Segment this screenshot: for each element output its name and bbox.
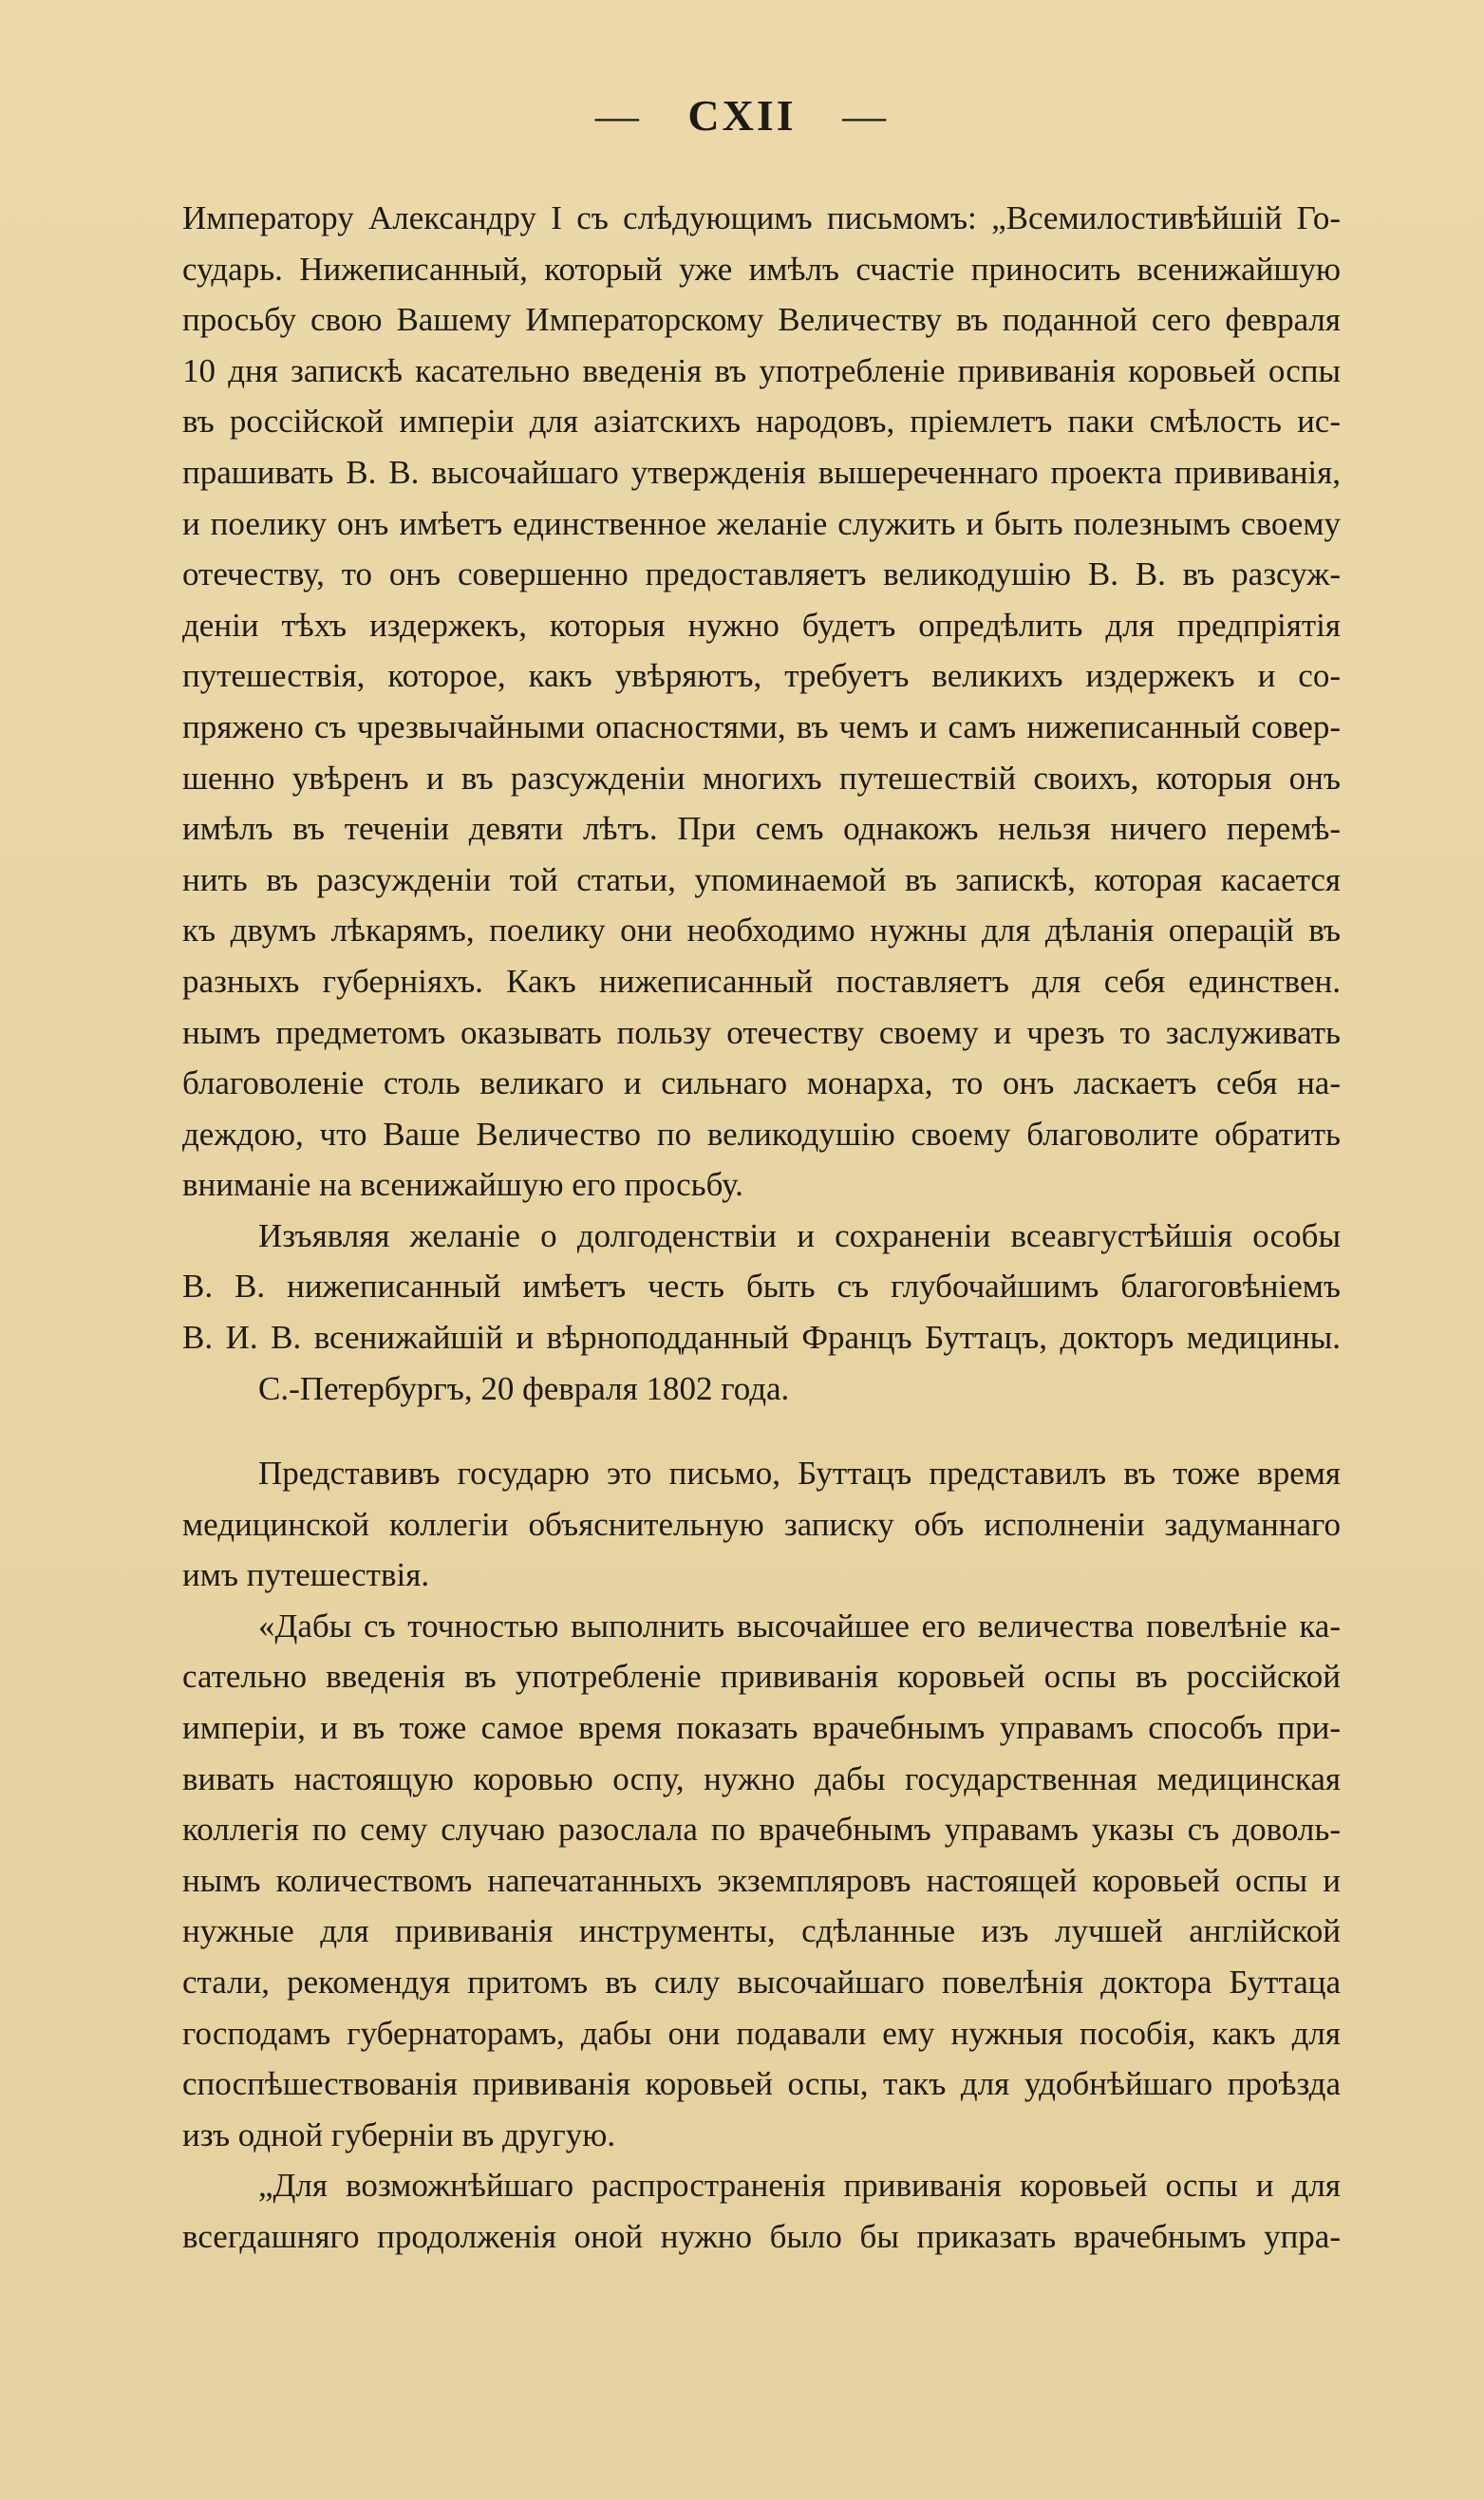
text-line: медицинской коллегіи объяснительную записку объ исполненіи задуманнаго (182, 1505, 1341, 1543)
text-line: стали, рекомендуя притомъ въ силу высочайшаго повелѣнія доктора Буттаца (182, 1963, 1341, 2001)
text-line: В. И. В. всенижайшій и вѣрноподданный Францъ Буттацъ, докторъ медицины. (182, 1319, 1341, 1357)
text-line: сательно введенія въ употребленіе прививанія коровьей оспы въ россійской (182, 1658, 1341, 1696)
text-line: споспѣшествованія прививанія коровьей оспы, такъ для удобнѣйшаго проѣзда (182, 2065, 1341, 2103)
text-line: путешествія, которое, какъ увѣряютъ, требуетъ великихъ издержекъ и со- (182, 657, 1341, 695)
text-line: и поелику онъ имѣетъ единственное желаніе служить и быть полезнымъ своему (182, 504, 1341, 542)
narrative-paragraph (182, 1448, 1341, 2160)
text-line: деніи тѣхъ издержекъ, которыя нужно будетъ опредѣлить для предпріятія (182, 606, 1341, 644)
text-line: сударь. Нижеписанный, который уже имѣлъ счастіе приносить всенижайшую (182, 250, 1341, 288)
text-line: вниманіе на всенижайшую его просьбу. (182, 1166, 743, 1204)
text-line: изъ одной губерніи въ другую. (182, 2115, 616, 2153)
page-header (0, 87, 1484, 144)
text-line: „Для возможнѣйшаго распространенія прививанія коровьей оспы и для (258, 2167, 1341, 2204)
page-number: CXII (687, 91, 797, 140)
text-line: къ двумъ лѣкарямъ, поелику они необходимо нужны для дѣланія операцій въ (182, 912, 1341, 949)
text-line: нужные для прививанія инструменты, сдѣланные изъ лучшей англійской (182, 1912, 1341, 1950)
text-line: коллегія по сему случаю разослала по врачебнымъ управамъ указы съ доволь- (182, 1811, 1341, 1849)
header-dash-right: — (842, 91, 890, 140)
letter-paragraph (182, 193, 1341, 1414)
text-line: прашивать В. В. высочайшаго утвержденія вышереченнаго проекта прививанія, (182, 453, 1341, 491)
text-line: «Дабы съ точностью выполнить высочайшее его величества повелѣніе ка- (258, 1607, 1341, 1645)
header-dash-left: — (594, 91, 642, 140)
text-line: господамъ губернаторамъ, дабы они подавали ему нужныя пособія, какъ для (182, 2014, 1341, 2052)
text-line: шенно увѣренъ и въ разсужденіи многихъ путешествій своихъ, которыя онъ (182, 759, 1341, 797)
text-line: пряжено съ чрезвычайными опасностями, въ чемъ и самъ нижеписанный совер- (182, 707, 1341, 745)
text-line: Изъявляя желаніе о долгоденствіи и сохраненіи всеавгустѣйшія особы (258, 1216, 1341, 1254)
text-line: отечеству, то онъ совершенно предоставляетъ великодушію В. В. въ разсуж- (182, 555, 1341, 593)
text-line: Императору Александру I съ слѣдующимъ письмомъ: „Всемилостивѣйшій Го- (182, 199, 1341, 236)
text-line: имъ путешествія. (182, 1556, 430, 1594)
text-line: нымъ предметомъ оказывать пользу отечеству своему и чрезъ то заслуживать (182, 1013, 1341, 1051)
letter-date: С.-Петербургъ, 20 февраля 1802 года. (258, 1369, 790, 1407)
text-line: просьбу свою Вашему Императорскому Величеству въ поданной сего февраля (182, 301, 1341, 339)
text-line: нить въ разсужденіи той статьи, упоминаемой въ запискѣ, которая касается (182, 860, 1341, 898)
text-line: имѣлъ въ теченіи девяти лѣтъ. При семъ однакожъ нельзя ничего перемѣ- (182, 810, 1341, 848)
text-line: Представивъ государю это письмо, Буттацъ представилъ въ тоже время (258, 1455, 1341, 1492)
text-line: нымъ количествомъ напечатанныхъ экземпляровъ настоящей коровьей оспы и (182, 1861, 1341, 1899)
text-line: въ россійской имперіи для азіатскихъ народовъ, пріемлетъ паки смѣлость ис- (182, 403, 1341, 441)
text-line: деждою, что Ваше Величество по великодушію своему благоволите обратить (182, 1115, 1341, 1153)
text-line: благоволеніе столь великаго и сильнаго монарха, то онъ ласкаетъ себя на- (182, 1064, 1341, 1102)
text-line: вивать настоящую коровью оспу, нужно дабы государственная медицинская (182, 1759, 1341, 1797)
text-line: имперіи, и въ тоже самое время показать врачебнымъ управамъ способъ при- (182, 1708, 1341, 1746)
text-line: 10 дня запискѣ касательно введенія въ употребленіе прививанія коровьей оспы (182, 351, 1341, 389)
memo-paragraph (182, 2160, 1341, 2262)
text-line: всегдашняго продолженія оной нужно было бы приказать врачебнымъ упра- (182, 2217, 1341, 2255)
text-line: В. В. нижеписанный имѣетъ честь быть съ глубочайшимъ благоговѣніемъ (182, 1268, 1341, 1306)
text-line: разныхъ губерніяхъ. Какъ нижеписанный поставляетъ для себя единствен. (182, 962, 1341, 1000)
